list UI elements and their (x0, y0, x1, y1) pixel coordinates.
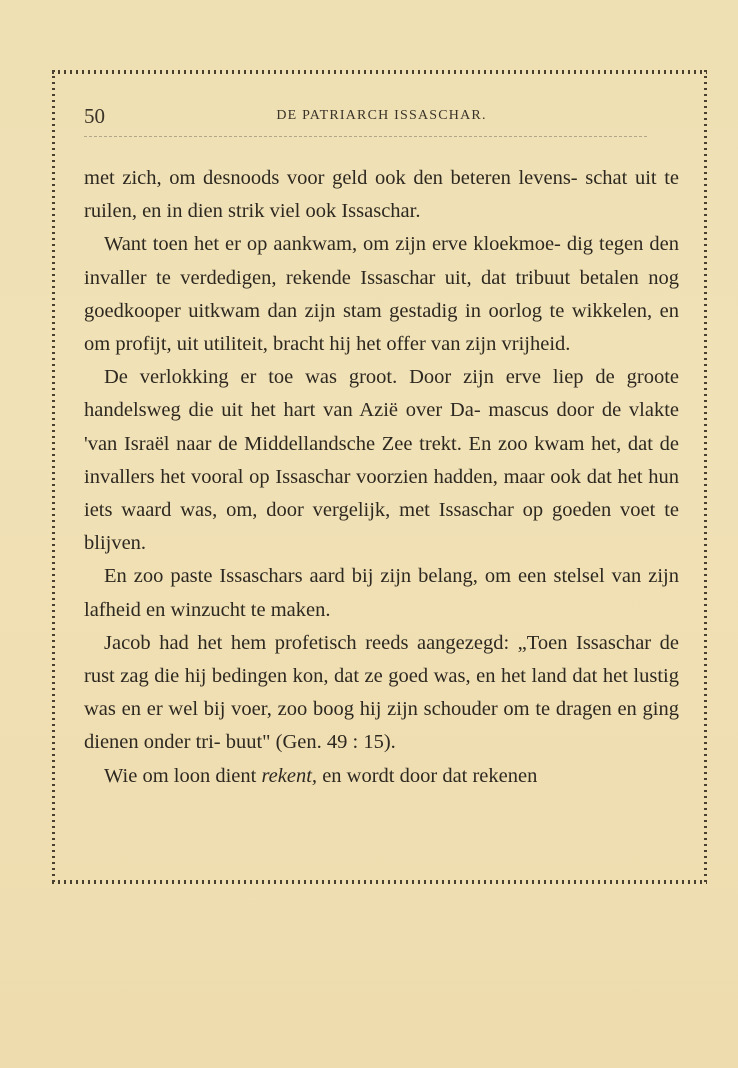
paragraph: met zich, om desnoods voor geld ook den beteren levens- schat uit te ruilen, en in dien strik viel ook Issaschar. (84, 167, 679, 223)
dotted-border-bottom (52, 880, 707, 884)
text-before: Wie om loon dient (104, 764, 262, 787)
paragraph-last (84, 760, 679, 793)
dotted-border-top (52, 70, 707, 74)
dotted-border-left (52, 70, 55, 884)
emphasized-word: rekent, (261, 764, 318, 787)
text-after: en wordt door dat rekenen (317, 764, 538, 787)
paragraph: De verlokking er toe was groot. Door zijn erve liep de groote handelsweg die uit het hart van Azië over Da- mascus door de vlakte 'van Israël naar de Middellandsche Zee trekt. En zoo kwam het, dat de invallers het vooral op Issaschar voorzien hadden, maar ook dat het hun iets waard was, om, door vergelijk, met Issaschar op goeden voet te blijven. (84, 366, 679, 555)
running-head: DE PATRIARCH ISSASCHAR. (276, 108, 487, 123)
paragraph: En zoo paste Issaschars aard bij zijn belang, om een stelsel van zijn lafheid en winzucht te maken. (84, 565, 679, 621)
dotted-border-right (704, 70, 707, 884)
header-rule (84, 136, 647, 138)
page-header (84, 104, 679, 134)
paragraph: Want toen het er op aankwam, om zijn erve kloekmoe- dig tegen den invaller te verdedigen, rekende Issaschar uit, dat tribuut betalen nog goedkooper uitkwam dan zijn stam gestadig in oorlog te wikkelen, en om profijt, uit utiliteit, bracht hij het offer van zijn vrijheid. (84, 233, 679, 356)
page-frame (52, 70, 707, 884)
paragraph: Jacob had het hem profetisch reeds aangezegd: „Toen Issaschar de rust zag die hij bedingen kon, dat ze goed was, en het land dat het lustig was en er wel bij voer, zoo boog hij zijn schouder om te dragen en ging dienen onder tri- buut" (Gen. 49 : 15). (84, 631, 679, 754)
page-number: 50 (84, 104, 105, 128)
body-text (84, 162, 679, 793)
